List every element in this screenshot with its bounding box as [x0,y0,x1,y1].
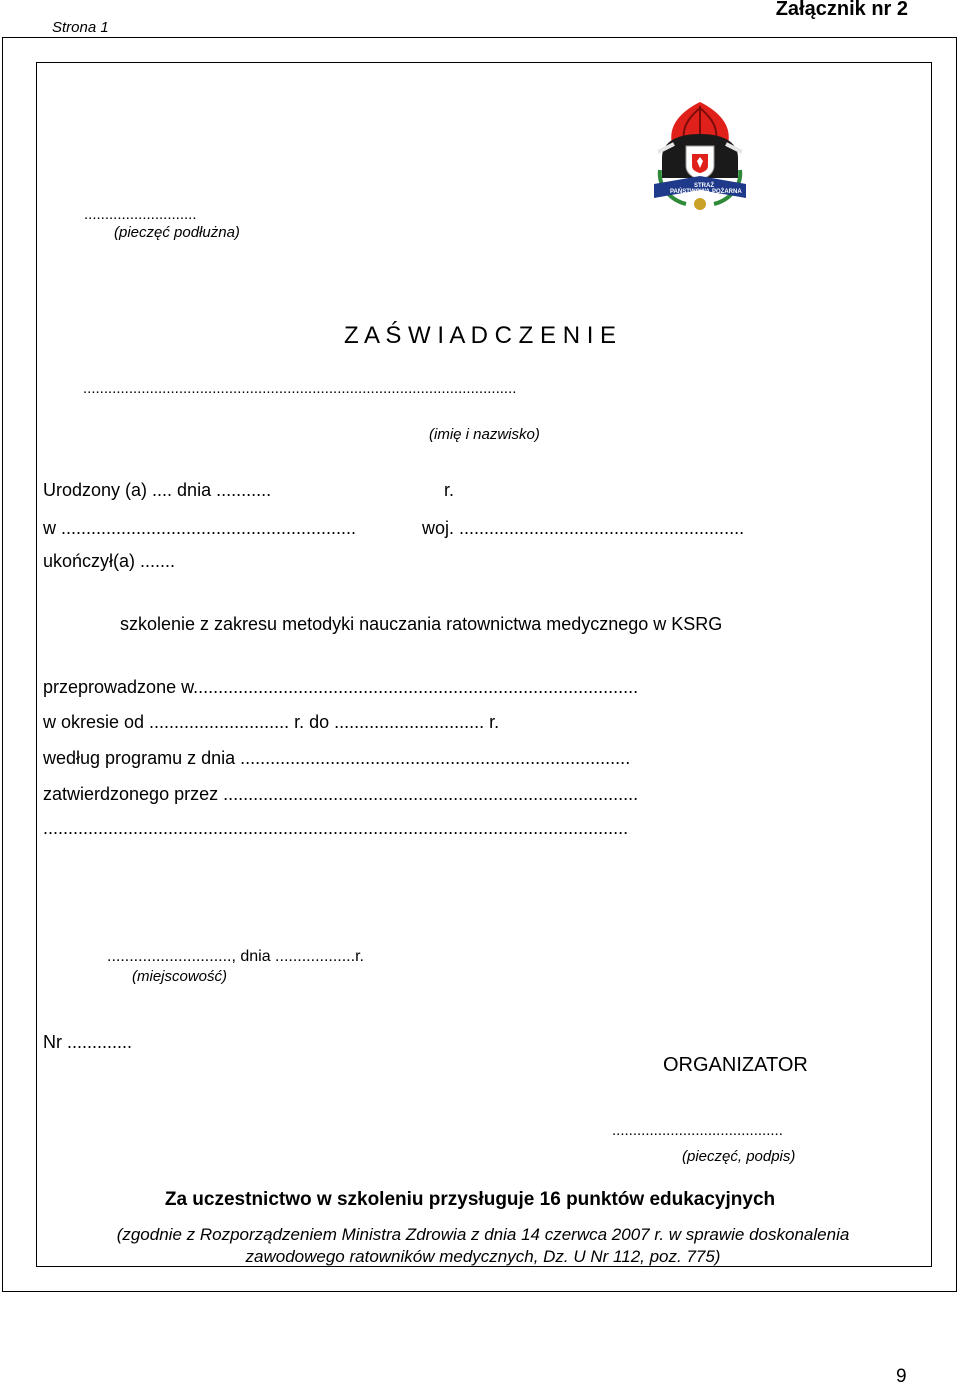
approved-continuation: ..................................................................................................................... [43,818,629,838]
course-name: szkolenie z zakresu metodyki nauczania ratownictwa medycznego w KSRG [120,614,723,634]
born-field: Urodzony (a) .... dnia ........... [43,480,272,500]
emblem-text-right: POŻARNA [712,189,742,195]
regulation-line-1: (zgodnie z Rozporządzeniem Ministra Zdrowia z dnia 14 czerwca 2007 r. w sprawie doskonalenia [116,1225,850,1244]
emblem-text-left: PAŃSTWOWA [670,189,710,195]
organizer-signature-label: (pieczęć, podpis) [682,1148,796,1165]
document-title: Z A Ś W I A D C Z E N I E [343,322,617,349]
page-number: 9 [896,1366,907,1387]
period-field: w okresie od ............................ r. do .............................. r. [43,712,500,732]
attachment-label: Załącznik nr 2 [775,0,908,20]
born-year-suffix: r. [444,480,455,500]
emblem-text-mid: STRAŻ [694,183,714,189]
voivodeship-field: woj. ......................................................... [422,518,745,538]
completed-field: ukończył(a) ....... [43,551,176,571]
conducted-field: przeprowadzone w......................................................................................... [43,677,639,697]
certificate-frame [36,62,932,1267]
place-label: (miejscowość) [132,968,228,985]
page-label: Strona 1 [52,19,109,36]
name-dots: ........................................................................................................ [83,380,517,397]
organizer-title: ORGANIZATOR [663,1054,808,1076]
organizer-signature-dots: ......................................... [612,1122,783,1139]
regulation-line-2: zawodowego ratowników medycznych, Dz. U Nr 112, poz. 775) [245,1247,721,1266]
name-label: (imię i nazwisko) [429,426,540,443]
education-points: Za uczestnictwo w szkoleniu przysługuje 16 punktów edukacyjnych [164,1189,776,1210]
program-field: według programu z dnia .............................................................................. [43,748,631,768]
place-date-field: ............................, dnia ..................r. [107,948,364,965]
place-field: w ........................................................... [43,518,357,538]
certificate-number: Nr ............. [43,1032,133,1052]
approved-field: zatwierdzonego przez ................................................................................... [43,784,639,804]
stamp-dots: ........................... [84,206,197,223]
stamp-label: (pieczęć podłużna) [114,224,240,241]
state-fire-service-emblem-icon [650,100,750,212]
